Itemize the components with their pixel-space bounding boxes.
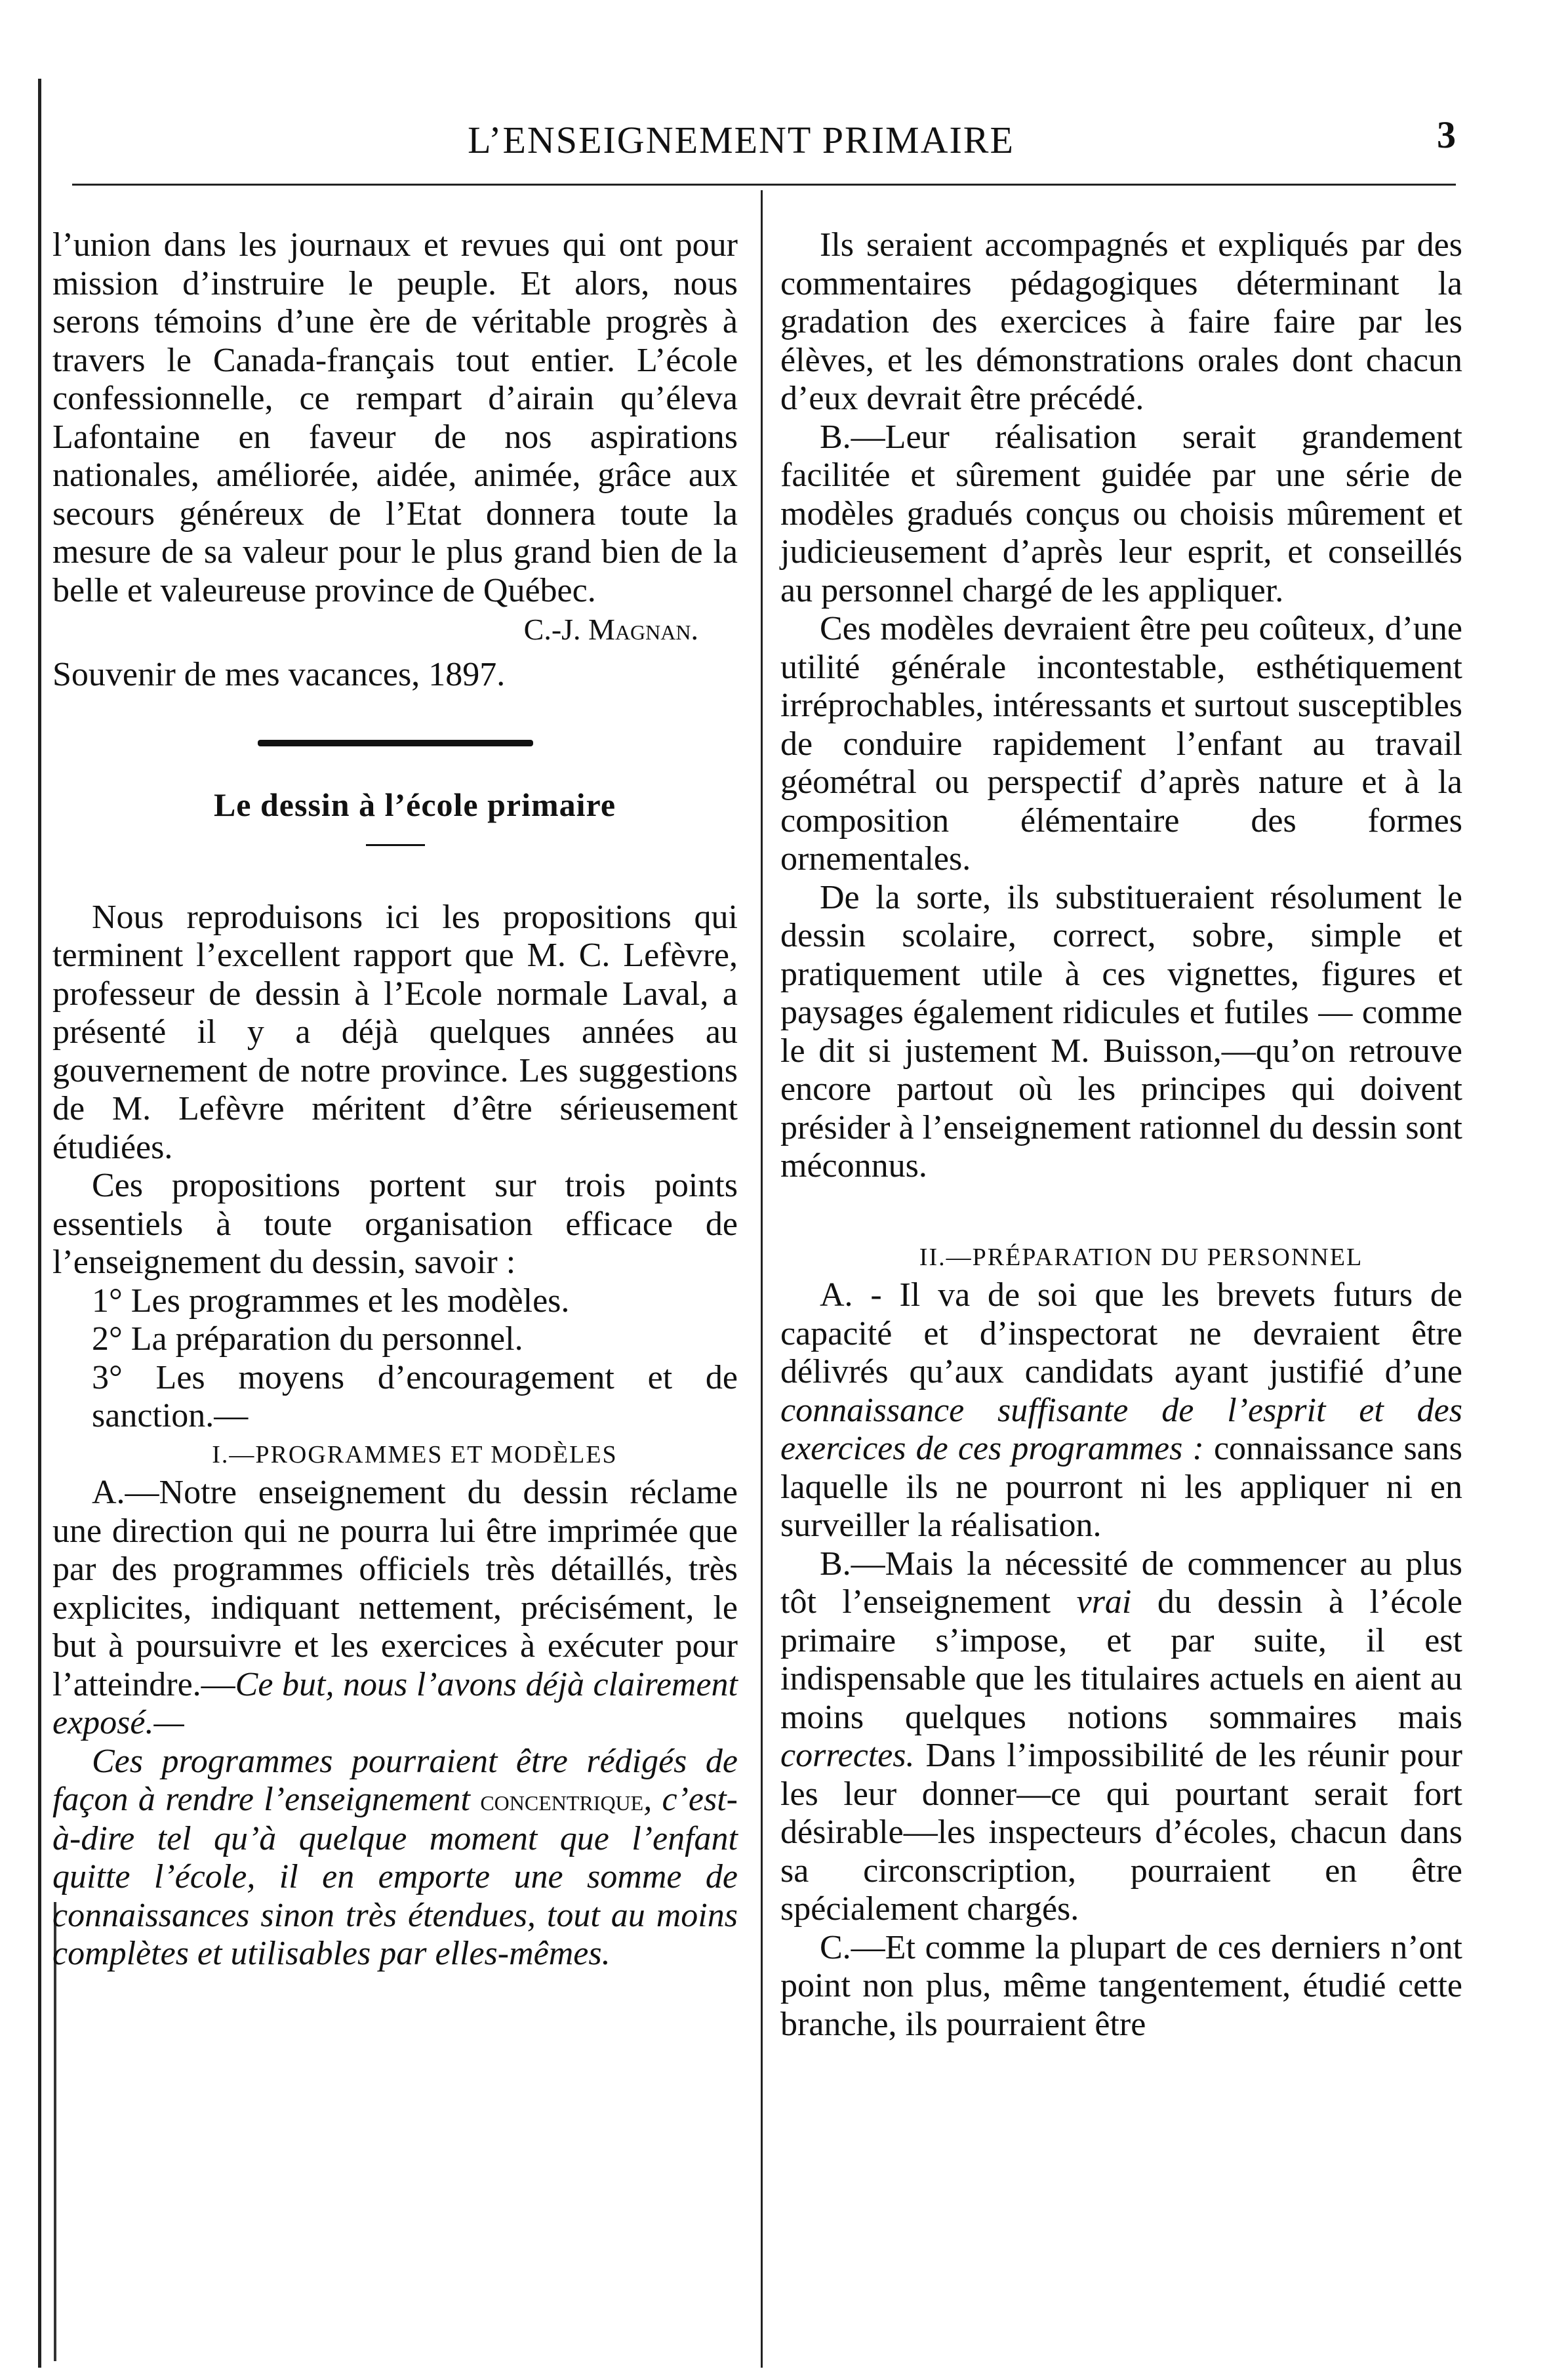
short-rule <box>366 844 425 846</box>
paragraph: C.—Et comme la plupart de ces derniers n’ont point non plus, même tangentement, étudié cette branche, ils pourraient être <box>780 1928 1462 2043</box>
list-item: 3° Les moyens d’encouragement et de sanction.— <box>92 1358 738 1434</box>
ornament-bar <box>258 740 533 746</box>
dateline: Souvenir de mes vacances, 1897. <box>52 655 506 693</box>
paragraph: A.—Notre enseignement du dessin réclame une direction qui ne pourra lui être imprimée que par des programmes officiels très détaillés, très explicites, indiquant nettement, précisément, le but à poursuivre et les exercices à exécuter pour l’atteindre.—Ce but, nous l’avons déjà clairement exposé.— <box>52 1474 738 1741</box>
binding-rule <box>38 79 41 2368</box>
page-number: 3 <box>1437 113 1456 156</box>
paragraph: B.—Leur réalisation serait grandement facilitée et sûrement guidée par une série de modèles gradués conçus ou choisis mûrement et judicieusement d’après leur esprit, et conseillés au personnel chargé de les appliquer. <box>780 418 1462 609</box>
left-column <box>52 226 738 1974</box>
section-heading: II.—PRÉPARATION DU PERSONNEL <box>919 1243 1363 1271</box>
paragraph: B.—Mais la nécessité de commencer au plus tôt l’enseignement vrai du dessin à l’école primaire s’impose, et par suite, il est indispensable que les titulaires actuels en aient au moins quelques notions sommaires mais correctes. Dans l’impossibilité de les réunir pour les leur donner—ce qui pourtant serait fort désirable—les inspecteurs d’écoles, chacun dans sa circonscription, pourraient en être spécialement chargés. <box>780 1545 1462 1928</box>
header-rule <box>72 184 1456 186</box>
list-item: 1° Les programmes et les modèles. <box>92 1282 570 1320</box>
paragraph: l’union dans les journaux et revues qui ont pour mission d’instruire le peuple. Et alors, nous serons témoins d’une ère de véritable progrès à travers le Canada-français tout entier. L’école confessionnelle, ce rempart d’airain qu’éleva Lafontaine en faveur de nos aspirations nationales, améliorée, aidée, animée, grâce aux secours généreux de l’Etat donnera toute la mesure de sa valeur pour le plus grand bien de la belle et valeureuse province de Québec. <box>52 226 738 609</box>
right-column <box>780 226 1462 2044</box>
ornament-divider <box>52 740 738 746</box>
paragraph: A. - Il va de soi que les brevets futurs de capacité et d’inspectorat ne devraient être délivrés qu’aux candidats ayant justifié d’une connaissance suffisante de l’esprit et des exercices de ces programmes : connaissance sans laquelle ils ne pourront ni les appliquer ni en surveiller la réalisation. <box>780 1276 1462 1544</box>
article-title: Le dessin à l’école primaire <box>213 786 616 823</box>
paragraph: Ces programmes pourraient être rédigés de façon à rendre l’enseignement concentrique, c’est-à-dire tel qu’à quelque moment que l’enfant quitte l’école, il en emporte une somme de connaissances sinon très étendues, tout au moins complètes et utilisables par elles-mêmes. <box>52 1742 738 1972</box>
page-header <box>72 113 1456 177</box>
paragraph: Nous reproduisons ici les propositions qui terminent l’excellent rapport que M. C. Lefèvre, professeur de dessin à l’Ecole normale Laval, a présenté il y a déjà quelques années au gouvernement de notre province. Les suggestions de M. Lefèvre méritent d’être sérieusement étudiées. <box>52 898 738 1166</box>
section-heading: I.—PROGRAMMES ET MODÈLES <box>212 1440 618 1468</box>
running-title: L’ENSEIGNEMENT PRIMAIRE <box>468 119 1015 161</box>
list-item: 2° La préparation du personnel. <box>92 1320 523 1358</box>
paragraph: Ils seraient accompagnés et expliqués par des commentaires pédagogiques déterminant la gradation des exercices à faire faire par les élèves, et les démonstrations orales dont chacun d’eux devrait être précédé. <box>780 226 1462 417</box>
signature: C.-J. Magnan. <box>523 613 698 646</box>
paragraph: De la sorte, ils substitueraient résolument le dessin scolaire, correct, sobre, simple et pratiquement utile à ces vignettes, figures et paysages également ridicules et futiles — comme le dit si justement M. Buisson,—qu’on retrouve encore partout où les principes qui doivent présider à l’enseignement rationnel du dessin sont méconnus. <box>780 878 1462 1184</box>
paragraph: Ces modèles devraient être peu coûteux, d’une utilité générale incontestable, esthétiquement irréprochables, intéressants et surtout susceptibles de conduire rapidement l’enfant au travail géométral ou perspectif d’après nature et à la composition élémentaire des formes ornementales. <box>780 610 1462 878</box>
column-rule <box>761 190 763 2368</box>
paragraph: Ces propositions portent sur trois points essentiels à toute organisation efficace de l’enseignement du dessin, savoir : <box>52 1167 738 1281</box>
